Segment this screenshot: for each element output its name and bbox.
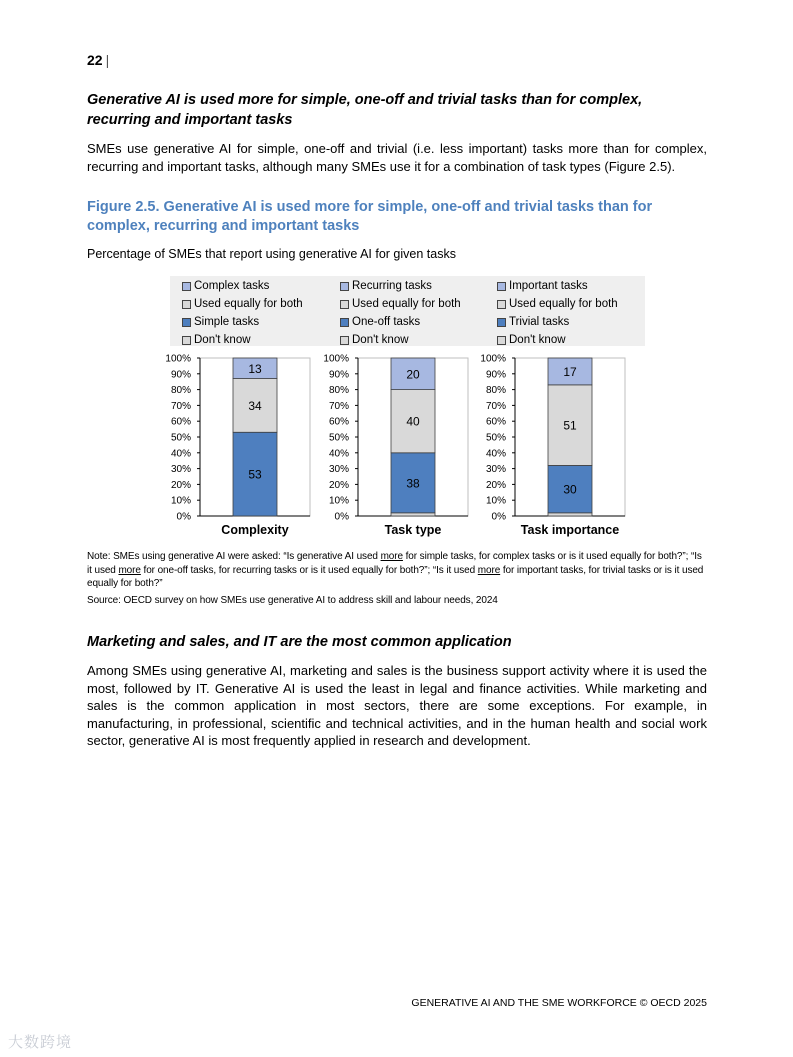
legend-label: Don't know (194, 334, 251, 346)
y-tick-label: 30% (328, 464, 349, 476)
figure-source: Source: OECD survey on how SMEs use generative AI to address skill and labour needs, 2024 (87, 595, 498, 606)
legend-swatch (497, 336, 506, 345)
data-label: 13 (248, 361, 262, 376)
y-tick-label: 10% (328, 495, 349, 507)
page-number: 22 | (87, 52, 110, 68)
y-tick-label: 20% (328, 479, 349, 491)
legend-item (340, 277, 488, 295)
chart-legend (485, 276, 645, 346)
legend-item (340, 313, 488, 331)
chart-task-type (323, 276, 488, 542)
data-label: 20 (406, 367, 420, 382)
y-tick-label: 70% (170, 400, 191, 412)
section-paragraph-marketing: Among SMEs using generative AI, marketing and sales is the business support activity where it is used the most, followed by IT. Generative AI is used the least in legal and finance activities. While marketing and sales is the common application in most sectors, there are some exceptions. For example, in manufacturing, in professional, scientific and technical activities, and in the human health and social work sector, generative AI is most frequently applied in research and development. (87, 663, 707, 748)
page-footer: GENERATIVE AI AND THE SME WORKFORCE © OECD 2025 (411, 997, 707, 1009)
data-label: 53 (248, 467, 262, 482)
y-tick-label: 90% (170, 369, 191, 381)
y-tick-label: 40% (170, 448, 191, 460)
y-tick-label: 100% (165, 353, 191, 365)
legend-swatch (340, 318, 349, 327)
y-tick-label: 10% (170, 495, 191, 507)
legend-item (497, 295, 645, 313)
y-tick-label: 0% (491, 511, 506, 523)
legend-swatch (497, 318, 506, 327)
data-label: 17 (563, 364, 577, 379)
y-tick-label: 0% (176, 511, 191, 523)
legend-swatch (182, 336, 191, 345)
y-tick-label: 80% (328, 385, 349, 397)
chart-task-importance (480, 276, 645, 542)
legend-item (340, 295, 488, 313)
section-paragraph-tasks: SMEs use generative AI for simple, one-off and trivial (i.e. less important) tasks more than for complex, recurring and important tasks, although many SMEs use it for a combination of task types (Figure 2.5). (87, 141, 707, 174)
watermark-logo: 大数跨境 (8, 1034, 73, 1051)
legend-label: Simple tasks (194, 316, 260, 328)
y-tick-label: 0% (334, 511, 349, 523)
y-tick-label: 50% (328, 432, 349, 444)
chart-complexity (165, 276, 330, 542)
legend-label: Used equally for both (509, 298, 618, 310)
legend-item (182, 295, 330, 313)
chart-legend (328, 276, 488, 346)
y-tick-label: 60% (485, 416, 506, 428)
y-tick-label: 30% (485, 464, 506, 476)
y-tick-label: 70% (485, 400, 506, 412)
legend-swatch (340, 336, 349, 345)
x-axis-label: Task importance (520, 523, 620, 537)
chart-plot (475, 352, 655, 542)
y-tick-label: 30% (170, 464, 191, 476)
y-tick-label: 50% (170, 432, 191, 444)
legend-swatch (340, 282, 349, 291)
chart-plot (160, 352, 340, 542)
y-tick-label: 100% (323, 353, 349, 365)
y-tick-label: 100% (480, 353, 506, 365)
x-axis-label: Task type (384, 523, 442, 537)
legend-label: Used equally for both (352, 298, 461, 310)
legend-swatch (340, 300, 349, 309)
data-label: 30 (563, 482, 577, 497)
y-tick-label: 20% (170, 479, 191, 491)
legend-swatch (182, 282, 191, 291)
legend-label: Trivial tasks (509, 316, 570, 328)
legend-label: One-off tasks (352, 316, 421, 328)
legend-item (182, 277, 330, 295)
legend-item (497, 331, 645, 349)
y-tick-label: 10% (485, 495, 506, 507)
y-tick-label: 80% (170, 385, 191, 397)
data-label: 40 (406, 414, 420, 429)
section-heading-tasks: Generative AI is used more for simple, one-off and trivial tasks than for complex, recurring and important tasks (87, 92, 643, 128)
y-tick-label: 60% (328, 416, 349, 428)
y-tick-label: 20% (485, 479, 506, 491)
legend-swatch (182, 318, 191, 327)
figure-title: Figure 2.5. Generative AI is used more for simple, one-off and trivial tasks than for complex, recurring and important tasks (87, 199, 653, 234)
figure-note: Note: SMEs using generative AI were asked: “Is generative AI used more for simple tasks, for complex tasks or is it used equally for both?”; “Is it used more for one-off tasks, for recurring tasks or is it used equally for both?”; “Is it used more for important tasks, for trivial tasks or is it used equally for both?” (87, 551, 704, 589)
legend-label: Don't know (509, 334, 566, 346)
data-label: 34 (248, 398, 262, 413)
data-label: 38 (406, 476, 420, 491)
y-tick-label: 90% (328, 369, 349, 381)
y-tick-label: 60% (170, 416, 191, 428)
chart-plot (318, 352, 498, 542)
x-axis-label: Complexity (221, 523, 289, 537)
y-tick-label: 70% (328, 400, 349, 412)
legend-item (182, 331, 330, 349)
legend-swatch (182, 300, 191, 309)
bar-segment (391, 513, 435, 516)
legend-item (497, 313, 645, 331)
legend-swatch (497, 282, 506, 291)
legend-swatch (497, 300, 506, 309)
data-label: 51 (563, 418, 577, 433)
y-tick-label: 40% (485, 448, 506, 460)
legend-label: Complex tasks (194, 280, 270, 292)
chart-legend (170, 276, 330, 346)
y-tick-label: 90% (485, 369, 506, 381)
y-tick-label: 40% (328, 448, 349, 460)
figure-subtitle: Percentage of SMEs that report using generative AI for given tasks (87, 247, 456, 261)
legend-label: Used equally for both (194, 298, 303, 310)
legend-item (182, 313, 330, 331)
bar-segment (548, 513, 592, 516)
y-tick-label: 50% (485, 432, 506, 444)
legend-item (340, 331, 488, 349)
y-tick-label: 80% (485, 385, 506, 397)
legend-item (497, 277, 645, 295)
legend-label: Don't know (352, 334, 409, 346)
section-heading-marketing: Marketing and sales, and IT are the most common application (87, 634, 512, 650)
legend-label: Important tasks (509, 280, 588, 292)
legend-label: Recurring tasks (352, 280, 432, 292)
